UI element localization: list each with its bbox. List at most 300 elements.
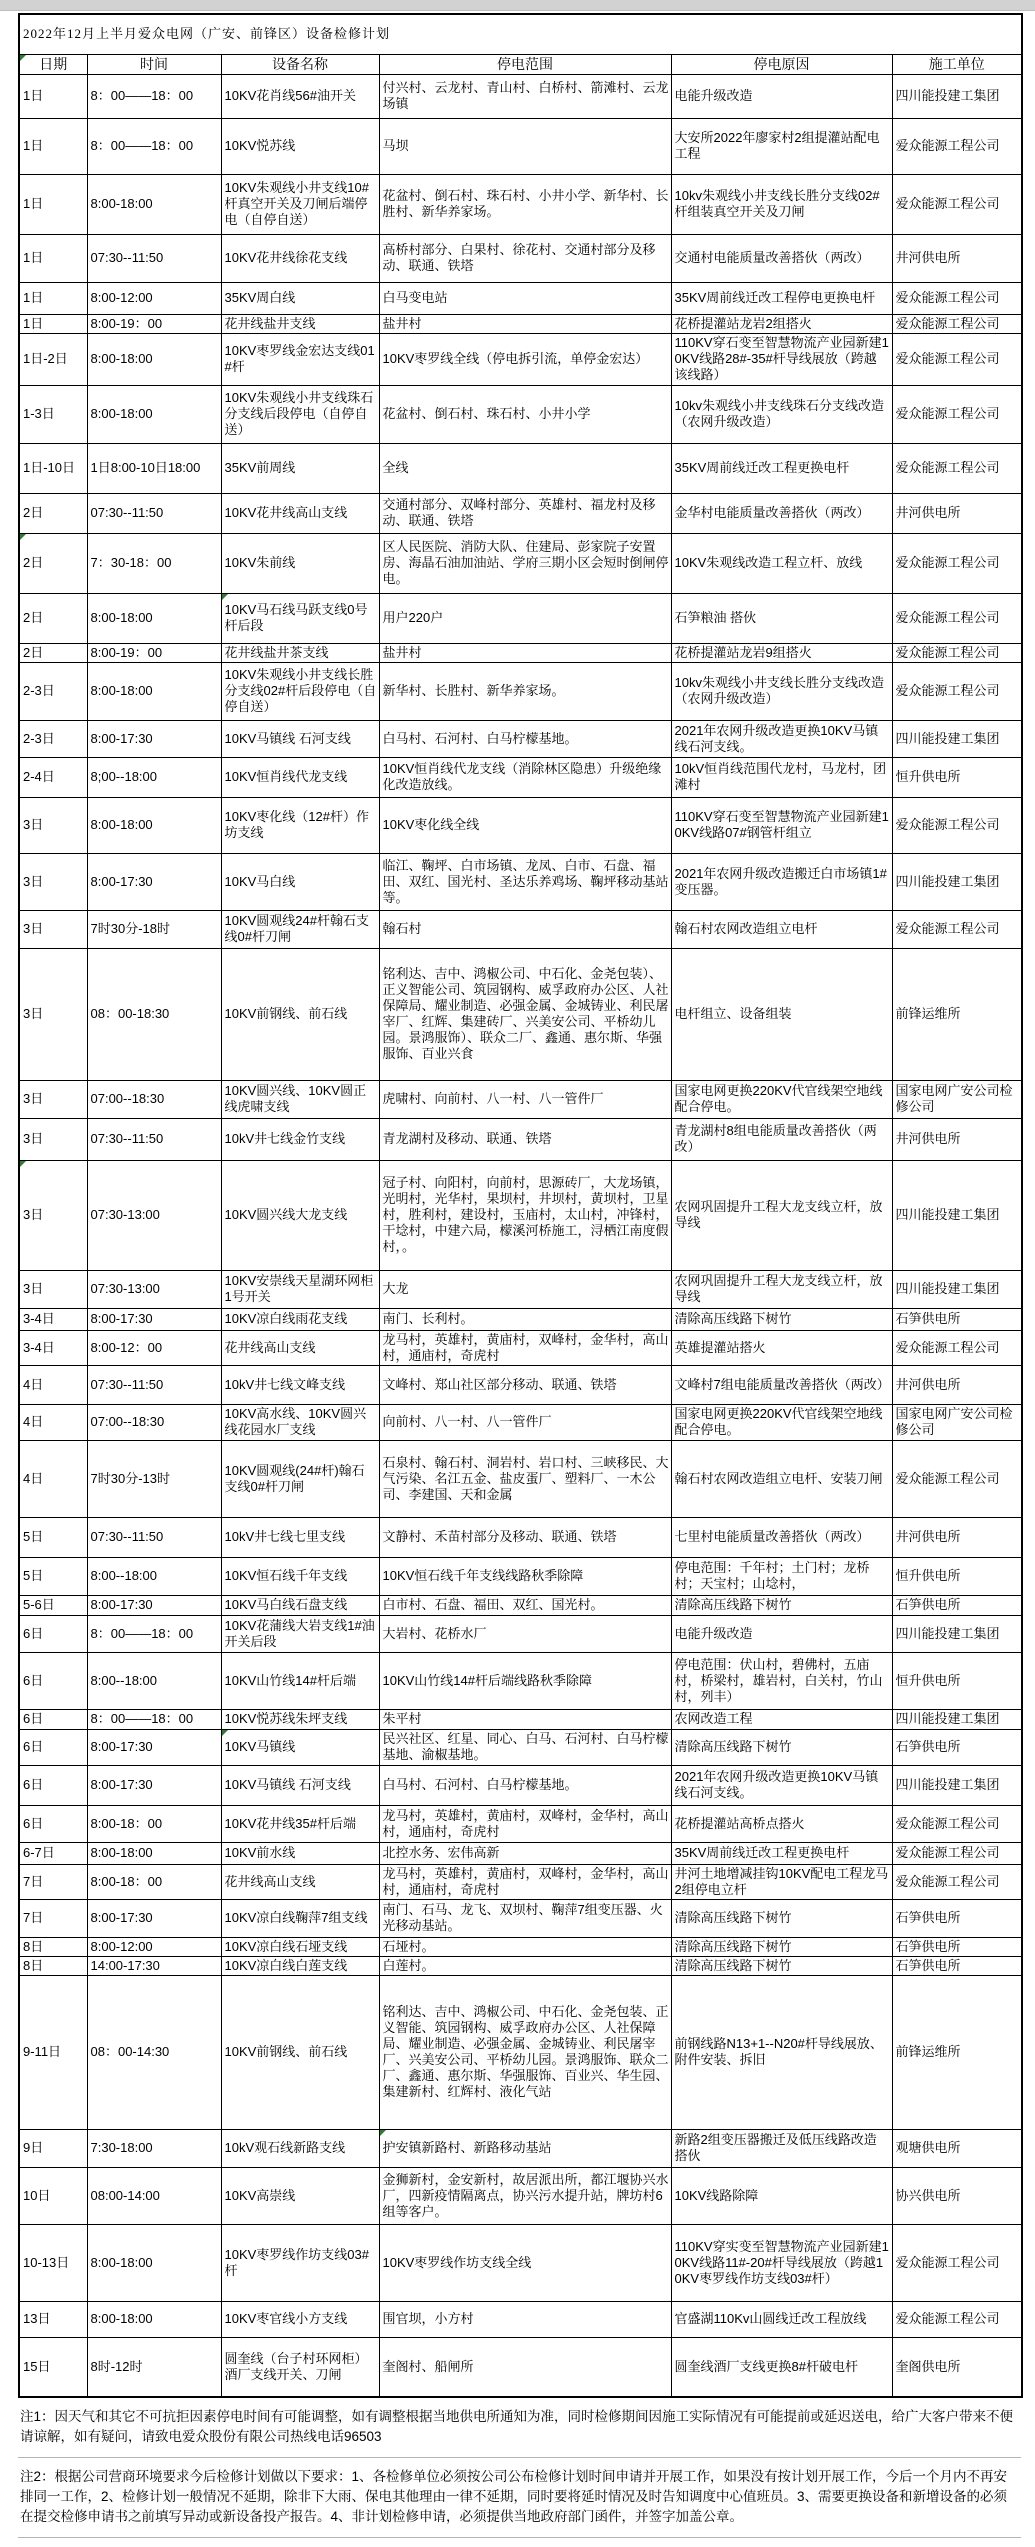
cell-equipment: 10KV高崇线 xyxy=(221,2167,379,2224)
cell-unit: 爱众能源工程公司 xyxy=(892,443,1022,493)
cell-date: 4日 xyxy=(19,1365,87,1404)
cell-date: 1-3日 xyxy=(19,385,87,443)
cell-unit: 爱众能源工程公司 xyxy=(892,314,1022,333)
cell-reason: 电能升级改造 xyxy=(671,74,892,118)
cell-scope: 民兴社区、红星、同心、白马、石河村、白马柠檬基地、渝椒基地。 xyxy=(379,1729,671,1765)
cell-time: 8:00-17:30 xyxy=(87,1899,221,1937)
cell-scope: 白马变电站 xyxy=(379,282,671,314)
window-top-strip xyxy=(0,0,1035,11)
cell-time: 8:00-17:30 xyxy=(87,1729,221,1765)
cell-unit: 四川能投建工集团 xyxy=(892,853,1022,910)
cell-reason: 花桥提灌站龙岩2组搭火 xyxy=(671,314,892,333)
cell-unit: 四川能投建工集团 xyxy=(892,720,1022,757)
cell-date: 8日 xyxy=(19,1937,87,1956)
cell-equipment: 10KV前水线 xyxy=(221,1842,379,1864)
cell-unit: 爱众能源工程公司 xyxy=(892,2224,1022,2301)
table-row xyxy=(19,1805,1022,1842)
cell-reason: 国家电网更换220KV代官线架空地线配合停电。 xyxy=(671,1404,892,1440)
table-row xyxy=(19,1557,1022,1595)
cell-reason: 英雄提灌站搭火 xyxy=(671,1330,892,1365)
table-row xyxy=(19,1595,1022,1615)
cell-unit: 爱众能源工程公司 xyxy=(892,174,1022,234)
cell-reason: 七里村电能质量改善搭伙（两改） xyxy=(671,1517,892,1557)
cell-reason: 新路2组变压器搬迁及低压线路改造搭伙 xyxy=(671,2129,892,2167)
cell-reason: 翰石村农网改造组立电杆 xyxy=(671,910,892,948)
table-row xyxy=(19,314,1022,333)
cell-time: 07:30--11:50 xyxy=(87,1365,221,1404)
table-row xyxy=(19,74,1022,118)
table-row xyxy=(19,1842,1022,1864)
cell-date: 5日 xyxy=(19,1517,87,1557)
cell-reason: 清除高压线路下树竹 xyxy=(671,1899,892,1937)
cell-date: 1日 xyxy=(19,282,87,314)
cell-time: 8:00-17:30 xyxy=(87,853,221,910)
column-header-reason: 停电原因 xyxy=(671,54,892,74)
cell-date: 1日 xyxy=(19,74,87,118)
cell-reason: 农网巩固提升工程大龙支线立杆，放导线 xyxy=(671,1270,892,1308)
cell-date: 6-7日 xyxy=(19,1842,87,1864)
cell-equipment: 10KV枣罗线金宏达支线01#杆 xyxy=(221,333,379,385)
cell-date: 4日 xyxy=(19,1404,87,1440)
cell-scope: 铭利达、吉中、鸿椒公司、中石化、金尧包装、正义智能、筑园钢构、威孚政府办公区、人社保障局、耀业制造、必强金属、金城铸业、利民屠宰厂、兴美安公司、平桥幼儿园。景鸿服饰、联众二厂、鑫通、惠尔斯、华强服饰、百业兴、华生园、集建新村、红辉村、液化气站 xyxy=(379,1975,671,2129)
cell-scope: 10KV枣化线全线 xyxy=(379,797,671,853)
cell-reason: 清除高压线路下树竹 xyxy=(671,1595,892,1615)
table-row xyxy=(19,593,1022,643)
cell-time: 07:30-13:00 xyxy=(87,1160,221,1270)
cell-date: 10日 xyxy=(19,2167,87,2224)
cell-scope: 大岩村、花桥水厂 xyxy=(379,1615,671,1652)
cell-unit: 四川能投建工集团 xyxy=(892,1160,1022,1270)
table-row xyxy=(19,1440,1022,1517)
cell-scope: 北控水务、宏伟高新 xyxy=(379,1842,671,1864)
cell-date: 15日 xyxy=(19,2337,87,2397)
cell-scope: 虎啸村、向前村、八一村、八一管件厂 xyxy=(379,1080,671,1118)
cell-reason: 前钢线路N13+1--N20#杆导线展放、附件安装、拆旧 xyxy=(671,1975,892,2129)
cell-equipment: 10KV圆观线(24#杆)翰石支线0#杆刀闸 xyxy=(221,1440,379,1517)
cell-date: 9日 xyxy=(19,2129,87,2167)
cell-reason: 官盛湖110Kv山圆线迁改工程放线 xyxy=(671,2301,892,2337)
cell-equipment: 10KV花井线徐花支线 xyxy=(221,234,379,282)
table-row xyxy=(19,1404,1022,1440)
table-row xyxy=(19,720,1022,757)
cell-reason: 交通村电能质量改善搭伙（两改） xyxy=(671,234,892,282)
cell-time: 8:00-17:30 xyxy=(87,1595,221,1615)
cell-date: 10-13日 xyxy=(19,2224,87,2301)
cell-scope: 10KV枣罗线全线（停电拆引流，单停金宏达） xyxy=(379,333,671,385)
cell-equipment: 花井线盐井茶支线 xyxy=(221,643,379,662)
cell-time: 8：00——18：00 xyxy=(87,74,221,118)
cell-scope: 盐井村 xyxy=(379,314,671,333)
table-row xyxy=(19,2224,1022,2301)
cell-unit: 石笋供电所 xyxy=(892,1729,1022,1765)
cell-scope: 白市村、石盘、福田、双红、国光村。 xyxy=(379,1595,671,1615)
cell-scope: 高桥村部分、白果村、徐花村、交通村部分及移动、联通、铁塔 xyxy=(379,234,671,282)
cell-unit: 爱众能源工程公司 xyxy=(892,593,1022,643)
cell-unit: 观塘供电所 xyxy=(892,2129,1022,2167)
cell-time: 08：00-18:30 xyxy=(87,948,221,1080)
cell-date: 2日 xyxy=(19,593,87,643)
cell-scope: 朱平村 xyxy=(379,1709,671,1729)
cell-date: 2-3日 xyxy=(19,720,87,757)
cell-time: 7时30分-13时 xyxy=(87,1440,221,1517)
cell-unit: 井河供电所 xyxy=(892,1118,1022,1160)
cell-scope: 10KV恒肖线代龙支线（消除林区隐患）升级绝缘化改造放线。 xyxy=(379,757,671,797)
cell-unit: 石笋供电所 xyxy=(892,1308,1022,1330)
cell-time: 07:30--11:50 xyxy=(87,1118,221,1160)
cell-unit: 爱众能源工程公司 xyxy=(892,643,1022,662)
cell-reason: 电能升级改造 xyxy=(671,1615,892,1652)
cell-reason: 2021年农网升级改造搬迁白市场镇1#变压器。 xyxy=(671,853,892,910)
cell-equipment: 10KV马镇线 xyxy=(221,1729,379,1765)
cell-time: 8：00——18：00 xyxy=(87,118,221,174)
cell-time: 8:00-18:00 xyxy=(87,174,221,234)
table-row xyxy=(19,1330,1022,1365)
cell-scope: 全线 xyxy=(379,443,671,493)
cell-scope: 盐井村 xyxy=(379,643,671,662)
table-row xyxy=(19,1975,1022,2129)
cell-unit: 四川能投建工集团 xyxy=(892,1765,1022,1805)
table-row xyxy=(19,533,1022,593)
cell-scope: 马坝 xyxy=(379,118,671,174)
column-header-equipment: 设备名称 xyxy=(221,54,379,74)
cell-unit: 四川能投建工集团 xyxy=(892,1615,1022,1652)
table-row xyxy=(19,2129,1022,2167)
cell-reason: 清除高压线路下树竹 xyxy=(671,1729,892,1765)
cell-date: 3-4日 xyxy=(19,1308,87,1330)
cell-date: 8日 xyxy=(19,1956,87,1975)
cell-time: 14:00-17:30 xyxy=(87,1956,221,1975)
cell-equipment: 圆奎线（台子村环网柜）酒厂支线开关、刀闸 xyxy=(221,2337,379,2397)
cell-scope: 大龙 xyxy=(379,1270,671,1308)
spreadsheet xyxy=(18,13,1021,2538)
cell-unit: 爱众能源工程公司 xyxy=(892,1864,1022,1899)
cell-scope: 护安镇新路村、新路移动基站 xyxy=(379,2129,671,2167)
cell-equipment: 花井线高山支线 xyxy=(221,1330,379,1365)
cell-equipment: 10KV马镇线 石河支线 xyxy=(221,720,379,757)
cell-date: 6日 xyxy=(19,1765,87,1805)
cell-scope: 区人民医院、消防大队、住建局、彭家院子安置房、海晶石油加油站、学府三期小区会短时倒闸停电。 xyxy=(379,533,671,593)
cell-scope: 金狮新村，金安新村，故居派出所，都江堰协兴水厂，四新疫情隔离点，协兴污水提升站，牌坊村6组等客户。 xyxy=(379,2167,671,2224)
cell-date: 1日 xyxy=(19,174,87,234)
cell-date: 3-4日 xyxy=(19,1330,87,1365)
cell-date: 3日 xyxy=(19,910,87,948)
cell-time: 8:00-12:00 xyxy=(87,282,221,314)
cell-equipment: 10KV圆兴线、10KV圆正线虎啸支线 xyxy=(221,1080,379,1118)
cell-unit: 恒升供电所 xyxy=(892,1557,1022,1595)
cell-equipment: 10KV马白线石盘支线 xyxy=(221,1595,379,1615)
cell-scope: 10KV恒石线千年支线线路秋季除障 xyxy=(379,1557,671,1595)
table-row xyxy=(19,910,1022,948)
cell-time: 8:00-17:30 xyxy=(87,1765,221,1805)
cell-scope: 花盆村、倒石村、珠石村、小井小学、新华村、长胜村、新华养家场。 xyxy=(379,174,671,234)
table-row xyxy=(19,643,1022,662)
column-header-date: 日期 xyxy=(19,54,87,74)
cell-unit: 石笋供电所 xyxy=(892,1899,1022,1937)
cell-equipment: 10KV朱观线小井支线珠石分支线后段停电（自停自送） xyxy=(221,385,379,443)
cell-time: 8:00-18:00 xyxy=(87,333,221,385)
cell-time: 8;00--18:00 xyxy=(87,757,221,797)
cell-reason: 井河土地增减挂钩10KV配电工程龙马2组停电立杆 xyxy=(671,1864,892,1899)
table-row xyxy=(19,385,1022,443)
table-row xyxy=(19,333,1022,385)
table-row xyxy=(19,1118,1022,1160)
cell-unit: 爱众能源工程公司 xyxy=(892,385,1022,443)
cell-scope: 龙马村，英雄村，黄庙村，双峰村，金华村，高山村，通庙村，奇虎村 xyxy=(379,1330,671,1365)
cell-time: 8:00--18:00 xyxy=(87,1652,221,1709)
cell-unit: 四川能投建工集团 xyxy=(892,1709,1022,1729)
cell-equipment: 10KV朱观线小井支线10#杆真空开关及刀闸后端停电（自停自送） xyxy=(221,174,379,234)
cell-unit: 前锋运维所 xyxy=(892,948,1022,1080)
cell-reason: 翰石村农网改造组立电杆、安装刀闸 xyxy=(671,1440,892,1517)
cell-equipment: 10KV凉白线鞠萍7组支线 xyxy=(221,1899,379,1937)
table-row xyxy=(19,1956,1022,1975)
cell-date: 6日 xyxy=(19,1729,87,1765)
cell-date: 2日 xyxy=(19,493,87,533)
cell-unit: 爱众能源工程公司 xyxy=(892,333,1022,385)
cell-unit: 爱众能源工程公司 xyxy=(892,910,1022,948)
cell-time: 8:00-18：00 xyxy=(87,1805,221,1842)
cell-unit: 爱众能源工程公司 xyxy=(892,1330,1022,1365)
cell-time: 8:00-18:00 xyxy=(87,593,221,643)
table-row xyxy=(19,1080,1022,1118)
cell-equipment: 10KV枣化线（12#杆）作坊支线 xyxy=(221,797,379,853)
cell-unit: 井河供电所 xyxy=(892,493,1022,533)
cell-equipment: 10KV山竹线14#杆后端 xyxy=(221,1652,379,1709)
cell-date: 6日 xyxy=(19,1805,87,1842)
cell-equipment: 10KV悦苏线朱坪支线 xyxy=(221,1709,379,1729)
cell-reason: 文峰村7组电能质量改善搭伙（两改） xyxy=(671,1365,892,1404)
notes-section xyxy=(18,2398,1021,2538)
cell-reason: 35KV周前线迁改工程停电更换电杆 xyxy=(671,282,892,314)
cell-reason: 10KV朱观线改造工程立杆、放线 xyxy=(671,533,892,593)
cell-unit: 爱众能源工程公司 xyxy=(892,1440,1022,1517)
cell-date: 5日 xyxy=(19,1557,87,1595)
cell-scope: 石垭村。 xyxy=(379,1937,671,1956)
cell-reason: 停电范围：千年村；土门村；龙桥村；天宝村；山埝村， xyxy=(671,1557,892,1595)
cell-reason: 石笋粮油 搭伙 xyxy=(671,593,892,643)
note-2: 注2：根据公司营商环境要求今后检修计划做以下要求：1、各检修单位必须按公司公布检修计划时间申请并开展工作，如果没有按计划开展工作，今后一个月内不再安排同一工作，2、检修计划一般情况不延期，除非下大雨、保电其他理由一律不延期，同时要将延时情况及时告知调度中心值班员。3、需要更换设备和新增设备的必须在提交检修申请书之前填写异动或新设备投产报告。4、非计划检修申请，必须提供当地政府部门函件，并签字加盖公章。 xyxy=(18,2458,1021,2538)
table-row xyxy=(19,1652,1022,1709)
cell-scope: 龙马村，英雄村，黄庙村，双峰村，金华村，高山村，通庙村，奇虎村 xyxy=(379,1805,671,1842)
cell-reason: 10kv朱观线小井支线珠石分支线改造（农网升级改造） xyxy=(671,385,892,443)
cell-date: 9-11日 xyxy=(19,1975,87,2129)
cell-equipment: 10KV朱观线小井支线长胜分支线02#杆后段停电（自停自送） xyxy=(221,662,379,720)
title-row xyxy=(19,14,1022,54)
table-row xyxy=(19,2167,1022,2224)
cell-equipment: 10KV枣官线小方支线 xyxy=(221,2301,379,2337)
cell-scope: 10KV山竹线14#杆后端线路秋季除障 xyxy=(379,1652,671,1709)
cell-reason: 110KV穿石变至智慧物流产业园新建10KV线路07#钢管杆组立 xyxy=(671,797,892,853)
table-row xyxy=(19,443,1022,493)
cell-scope: 翰石村 xyxy=(379,910,671,948)
cell-equipment: 10KV马镇线 石河支线 xyxy=(221,1765,379,1805)
cell-scope: 文峰村、郑山社区部分移动、联通、铁塔 xyxy=(379,1365,671,1404)
table-row xyxy=(19,282,1022,314)
cell-unit: 奎阁供电所 xyxy=(892,2337,1022,2397)
cell-time: 07:00--18:30 xyxy=(87,1080,221,1118)
cell-equipment: 10kV井七线七里支线 xyxy=(221,1517,379,1557)
cell-scope: 花盆村、倒石村、珠石村、小井小学 xyxy=(379,385,671,443)
column-header-unit: 施工单位 xyxy=(892,54,1022,74)
cell-date: 6日 xyxy=(19,1709,87,1729)
cell-scope: 奎阁村、船闸所 xyxy=(379,2337,671,2397)
note-1: 注1：因天气和其它不可抗拒因素停电时间有可能调整，如有调整根据当地供电所通知为准，同时检修期间因施工实际情况有可能提前或延迟送电，给广大客户带来不便请谅解，如有疑问，请致电爱众股份有限公司热线电话96503 xyxy=(18,2398,1021,2458)
cell-scope: 围官坝，小方村 xyxy=(379,2301,671,2337)
cell-date: 1日-10日 xyxy=(19,443,87,493)
column-header-scope: 停电范围 xyxy=(379,54,671,74)
cell-reason: 大安所2022年廖家村2组提灌站配电工程 xyxy=(671,118,892,174)
cell-equipment: 10KV凉白线石垭支线 xyxy=(221,1937,379,1956)
table-row xyxy=(19,234,1022,282)
cell-reason: 110KV穿实变至智慧物流产业园新建10KV线路11#-20#杆导线展放（跨越10KV枣罗线作坊支线03#杆） xyxy=(671,2224,892,2301)
table-row xyxy=(19,1615,1022,1652)
cell-equipment: 10KV凉白线雨花支线 xyxy=(221,1308,379,1330)
cell-equipment: 花井线盐井支线 xyxy=(221,314,379,333)
cell-equipment: 35KV周白线 xyxy=(221,282,379,314)
cell-date: 3日 xyxy=(19,948,87,1080)
cell-unit: 四川能投建工集团 xyxy=(892,74,1022,118)
cell-time: 8:00-18：00 xyxy=(87,1864,221,1899)
cell-unit: 石笋供电所 xyxy=(892,1937,1022,1956)
cell-equipment: 10KV凉白线白莲支线 xyxy=(221,1956,379,1975)
cell-scope: 石泉村、翰石村、洞岩村、岩口村、三峡移民、大气污染、名江五金、盐皮蛋厂、塑料厂、一木公司、李建国、天和金属 xyxy=(379,1440,671,1517)
cell-date: 3日 xyxy=(19,853,87,910)
table-row xyxy=(19,757,1022,797)
table-row xyxy=(19,2337,1022,2397)
cell-equipment: 10KV花肖线56#油开关 xyxy=(221,74,379,118)
cell-unit: 爱众能源工程公司 xyxy=(892,533,1022,593)
cell-unit: 协兴供电所 xyxy=(892,2167,1022,2224)
cell-scope: 南门、长利村。 xyxy=(379,1308,671,1330)
cell-equipment: 10KV圆兴线大龙支线 xyxy=(221,1160,379,1270)
cell-equipment: 10kV井七线文峰支线 xyxy=(221,1365,379,1404)
cell-unit: 石笋供电所 xyxy=(892,1956,1022,1975)
cell-date: 6日 xyxy=(19,1652,87,1709)
cell-unit: 爱众能源工程公司 xyxy=(892,118,1022,174)
cell-time: 8:00-18:00 xyxy=(87,385,221,443)
cell-reason: 国家电网更换220KV代官线架空地线配合停电。 xyxy=(671,1080,892,1118)
cell-scope: 交通村部分、双峰村部分、英雄村、福龙村及移动、联通、铁塔 xyxy=(379,493,671,533)
table-row xyxy=(19,1864,1022,1899)
cell-reason: 金华村电能质量改善搭伙（两改） xyxy=(671,493,892,533)
cell-reason: 清除高压线路下树竹 xyxy=(671,1308,892,1330)
cell-time: 8:00-17:30 xyxy=(87,720,221,757)
cell-unit: 井河供电所 xyxy=(892,1365,1022,1404)
cell-unit: 恒升供电所 xyxy=(892,1652,1022,1709)
table-row xyxy=(19,662,1022,720)
cell-equipment: 10kV井七线金竹支线 xyxy=(221,1118,379,1160)
cell-reason: 110KV穿石变至智慧物流产业园新建10KV线路28#-35#杆导线展放（跨越该线路） xyxy=(671,333,892,385)
cell-date: 13日 xyxy=(19,2301,87,2337)
table-row xyxy=(19,1729,1022,1765)
cell-time: 7：30-18：00 xyxy=(87,533,221,593)
cell-time: 07:30--11:50 xyxy=(87,1517,221,1557)
cell-scope: 白马村、石河村、白马柠檬基地。 xyxy=(379,720,671,757)
table-row xyxy=(19,853,1022,910)
cell-equipment: 10KV花井线35#杆后端 xyxy=(221,1805,379,1842)
cell-unit: 恒升供电所 xyxy=(892,757,1022,797)
cell-time: 8：00——18：00 xyxy=(87,1709,221,1729)
cell-equipment: 10KV前钢线、前石线 xyxy=(221,1975,379,2129)
cell-equipment: 10KV恒肖线代龙支线 xyxy=(221,757,379,797)
cell-equipment: 10KV高水线、10KV圆兴线花园水厂支线 xyxy=(221,1404,379,1440)
cell-reason: 35KV周前线迁改工程更换电杆 xyxy=(671,443,892,493)
cell-date: 2-4日 xyxy=(19,757,87,797)
cell-date: 3日 xyxy=(19,1118,87,1160)
cell-reason: 停电范围：伏山村，碧佛村，五庙村，桥梁村，雄岩村，白关村，竹山村，列丰） xyxy=(671,1652,892,1709)
cell-reason: 10KV线路除障 xyxy=(671,2167,892,2224)
cell-time: 8:00-17:30 xyxy=(87,1308,221,1330)
table-row xyxy=(19,797,1022,853)
cell-unit: 井河供电所 xyxy=(892,234,1022,282)
table-row xyxy=(19,2301,1022,2337)
table-row xyxy=(19,1160,1022,1270)
cell-date: 1日 xyxy=(19,314,87,333)
cell-reason: 10kv朱观线小井支线长胜分支线改造（农网升级改造） xyxy=(671,662,892,720)
table-row xyxy=(19,1765,1022,1805)
maintenance-table xyxy=(18,13,1023,2398)
cell-time: 1日8:00-10日18:00 xyxy=(87,443,221,493)
cell-equipment: 10KV花井线高山支线 xyxy=(221,493,379,533)
cell-unit: 四川能投建工集团 xyxy=(892,1270,1022,1308)
header-row xyxy=(19,54,1022,74)
cell-time: 8:00-19：00 xyxy=(87,643,221,662)
cell-time: 07:00--18:30 xyxy=(87,1404,221,1440)
cell-scope: 10KV枣罗线作坊支线全线 xyxy=(379,2224,671,2301)
cell-date: 1日 xyxy=(19,118,87,174)
cell-date: 3日 xyxy=(19,1080,87,1118)
cell-reason: 2021年农网升级改造更换10KV马镇线石河支线。 xyxy=(671,720,892,757)
cell-reason: 花桥提灌站高桥点搭火 xyxy=(671,1805,892,1842)
cell-equipment: 10KV花蒲线大岩支线1#油开关后段 xyxy=(221,1615,379,1652)
cell-date: 3日 xyxy=(19,1270,87,1308)
cell-scope: 白马村、石河村、白马柠檬基地。 xyxy=(379,1765,671,1805)
cell-scope: 青龙湖村及移动、联通、铁塔 xyxy=(379,1118,671,1160)
cell-reason: 清除高压线路下树竹 xyxy=(671,1937,892,1956)
cell-date: 5-6日 xyxy=(19,1595,87,1615)
table-row xyxy=(19,1937,1022,1956)
table-row xyxy=(19,1270,1022,1308)
cell-time: 07:30--11:50 xyxy=(87,493,221,533)
cell-time: 8:00-18:00 xyxy=(87,2224,221,2301)
cell-time: 8:00-18:00 xyxy=(87,2301,221,2337)
cell-time: 8:00-12:00 xyxy=(87,1937,221,1956)
cell-time: 8:00-18:00 xyxy=(87,662,221,720)
cell-equipment: 10KV马白线 xyxy=(221,853,379,910)
cell-time: 8：00——18：00 xyxy=(87,1615,221,1652)
cell-reason: 农网改造工程 xyxy=(671,1709,892,1729)
cell-date: 1日 xyxy=(19,234,87,282)
table-row xyxy=(19,948,1022,1080)
cell-time: 8时-12时 xyxy=(87,2337,221,2397)
table-row xyxy=(19,1308,1022,1330)
cell-unit: 爱众能源工程公司 xyxy=(892,1805,1022,1842)
cell-unit: 爱众能源工程公司 xyxy=(892,2301,1022,2337)
cell-reason: 青龙湖村8组电能质量改善搭伙（两改） xyxy=(671,1118,892,1160)
cell-reason: 花桥提灌站龙岩9组搭火 xyxy=(671,643,892,662)
cell-equipment: 10KV马石线马跃支线0号杆后段 xyxy=(221,593,379,643)
cell-scope: 南门、石马、龙飞、双坝村、鞠萍7组变压器、火光移动基站。 xyxy=(379,1899,671,1937)
cell-date: 7日 xyxy=(19,1864,87,1899)
cell-scope: 用户220户 xyxy=(379,593,671,643)
cell-time: 7:30-18:00 xyxy=(87,2129,221,2167)
cell-scope: 铭利达、吉中、鸿椒公司、中石化、金尧包装）、正义智能公司、筑园钢构、威孚政府办公区、人社保障局、耀业制造、必强金属、金城铸业、利民屠宰厂、红辉、集建砖厂、兴美安公司、平桥幼儿园。景鸿服饰）、联众二厂、鑫通、惠尔斯、华强服饰、百业兴食 xyxy=(379,948,671,1080)
cell-reason: 电杆组立、设备组装 xyxy=(671,948,892,1080)
cell-date: 2-3日 xyxy=(19,662,87,720)
table-row xyxy=(19,1899,1022,1937)
cell-reason: 圆奎线酒厂支线更换8#杆破电杆 xyxy=(671,2337,892,2397)
cell-time: 8:00--18:00 xyxy=(87,1557,221,1595)
